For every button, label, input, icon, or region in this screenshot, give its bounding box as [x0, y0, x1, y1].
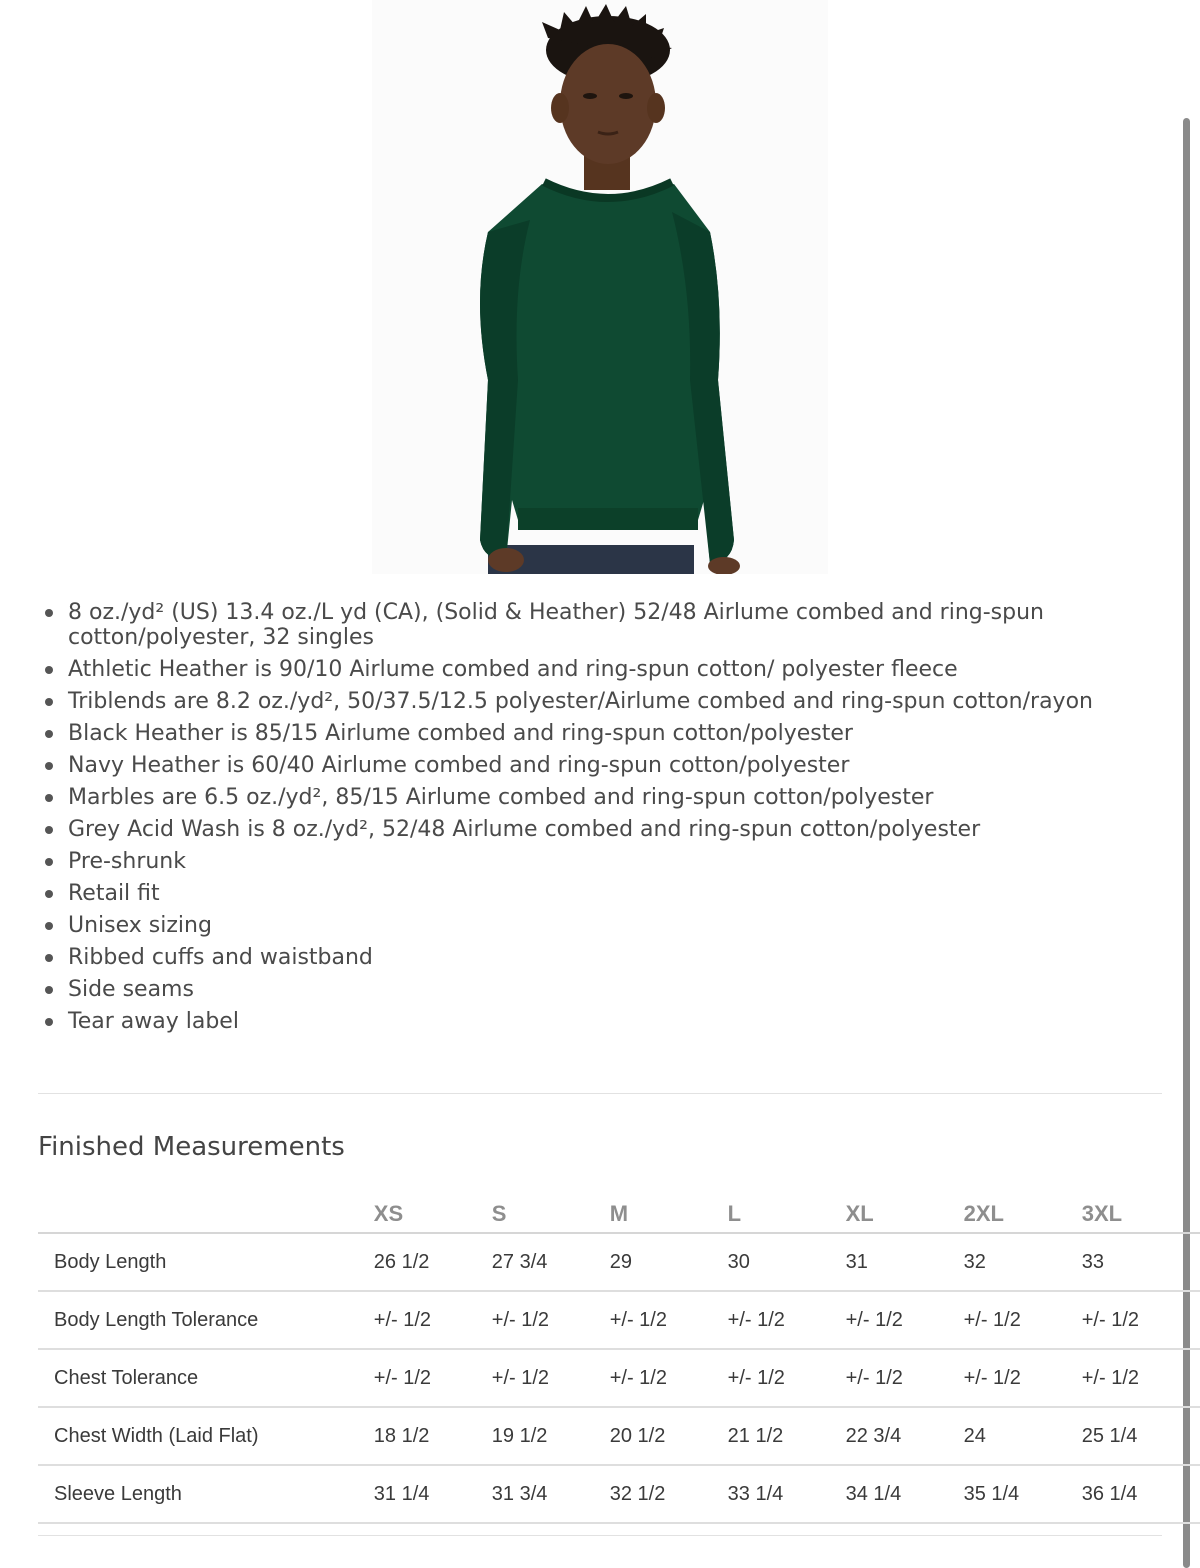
size-header: S: [492, 1196, 610, 1233]
table-row: [38, 1349, 1200, 1407]
table-header-row: [38, 1196, 1200, 1233]
feature-item: Pre-shrunk: [40, 849, 1150, 874]
bottom-divider: [38, 1535, 1162, 1536]
measurements-title: Finished Measurements: [38, 1132, 345, 1162]
table-cell: 30: [728, 1233, 846, 1291]
table-cell: +/- 1/2: [492, 1349, 610, 1407]
table-cell: 26 1/2: [374, 1233, 492, 1291]
feature-item: Black Heather is 85/15 Airlume combed and ring-spun cotton/polyester: [40, 721, 1150, 746]
feature-item: Unisex sizing: [40, 913, 1150, 938]
row-label: Body Length Tolerance: [38, 1291, 374, 1349]
table-cell: 29: [610, 1233, 728, 1291]
table-cell: +/- 1/2: [728, 1349, 846, 1407]
row-label: Chest Tolerance: [38, 1349, 374, 1407]
size-header: XL: [846, 1196, 964, 1233]
table-cell: 31: [846, 1233, 964, 1291]
table-cell: +/- 1/2: [964, 1349, 1082, 1407]
table-cell: 18 1/2: [374, 1407, 492, 1465]
table-cell: 22 3/4: [846, 1407, 964, 1465]
section-divider: [38, 1093, 1162, 1094]
row-label: Chest Width (Laid Flat): [38, 1407, 374, 1465]
model-sweatshirt-image: [372, 0, 828, 574]
table-cell: 31 3/4: [492, 1465, 610, 1523]
size-header: 2XL: [964, 1196, 1082, 1233]
row-label: Body Length: [38, 1233, 374, 1291]
measurements-table: [38, 1196, 1200, 1524]
feature-item: Marbles are 6.5 oz./yd², 85/15 Airlume combed and ring-spun cotton/polyester: [40, 785, 1150, 810]
feature-item: Triblends are 8.2 oz./yd², 50/37.5/12.5 polyester/Airlume combed and ring-spun cotton/rayon: [40, 689, 1150, 714]
feature-item: Ribbed cuffs and waistband: [40, 945, 1150, 970]
feature-item: Tear away label: [40, 1009, 1150, 1034]
feature-item: Side seams: [40, 977, 1150, 1002]
table-cell: 34 1/4: [846, 1465, 964, 1523]
table-cell: 20 1/2: [610, 1407, 728, 1465]
size-header: 3XL: [1082, 1196, 1200, 1233]
table-cell: 33: [1082, 1233, 1200, 1291]
feature-item: 8 oz./yd² (US) 13.4 oz./L yd (CA), (Solid & Heather) 52/48 Airlume combed and ring-spun cotton/polyester, 32 singles: [40, 600, 1150, 650]
table-cell: +/- 1/2: [374, 1349, 492, 1407]
feature-list: [40, 600, 1150, 1041]
table-cell: +/- 1/2: [492, 1291, 610, 1349]
table-cell: +/- 1/2: [374, 1291, 492, 1349]
table-cell: +/- 1/2: [1082, 1291, 1200, 1349]
table-cell: 31 1/4: [374, 1465, 492, 1523]
table-cell: 32 1/2: [610, 1465, 728, 1523]
product-photo: [372, 0, 828, 574]
table-row: [38, 1233, 1200, 1291]
feature-item: Navy Heather is 60/40 Airlume combed and ring-spun cotton/polyester: [40, 753, 1150, 778]
table-cell: +/- 1/2: [610, 1349, 728, 1407]
size-header: L: [728, 1196, 846, 1233]
table-row: [38, 1465, 1200, 1523]
table-cell: 21 1/2: [728, 1407, 846, 1465]
feature-item: Grey Acid Wash is 8 oz./yd², 52/48 Airlume combed and ring-spun cotton/polyester: [40, 817, 1150, 842]
table-cell: 36 1/4: [1082, 1465, 1200, 1523]
size-header: XS: [374, 1196, 492, 1233]
header-blank-cell: [38, 1196, 374, 1233]
table-cell: +/- 1/2: [728, 1291, 846, 1349]
table-cell: +/- 1/2: [610, 1291, 728, 1349]
feature-item: Retail fit: [40, 881, 1150, 906]
table-cell: 24: [964, 1407, 1082, 1465]
table-cell: 35 1/4: [964, 1465, 1082, 1523]
table-row: [38, 1407, 1200, 1465]
table-cell: 33 1/4: [728, 1465, 846, 1523]
feature-item: Athletic Heather is 90/10 Airlume combed and ring-spun cotton/ polyester fleece: [40, 657, 1150, 682]
table-cell: +/- 1/2: [1082, 1349, 1200, 1407]
table-cell: +/- 1/2: [846, 1349, 964, 1407]
table-cell: 32: [964, 1233, 1082, 1291]
table-cell: +/- 1/2: [964, 1291, 1082, 1349]
table-cell: 19 1/2: [492, 1407, 610, 1465]
table-cell: 27 3/4: [492, 1233, 610, 1291]
row-label: Sleeve Length: [38, 1465, 374, 1523]
table-cell: +/- 1/2: [846, 1291, 964, 1349]
table-row: [38, 1291, 1200, 1349]
size-header: M: [610, 1196, 728, 1233]
table-cell: 25 1/4: [1082, 1407, 1200, 1465]
